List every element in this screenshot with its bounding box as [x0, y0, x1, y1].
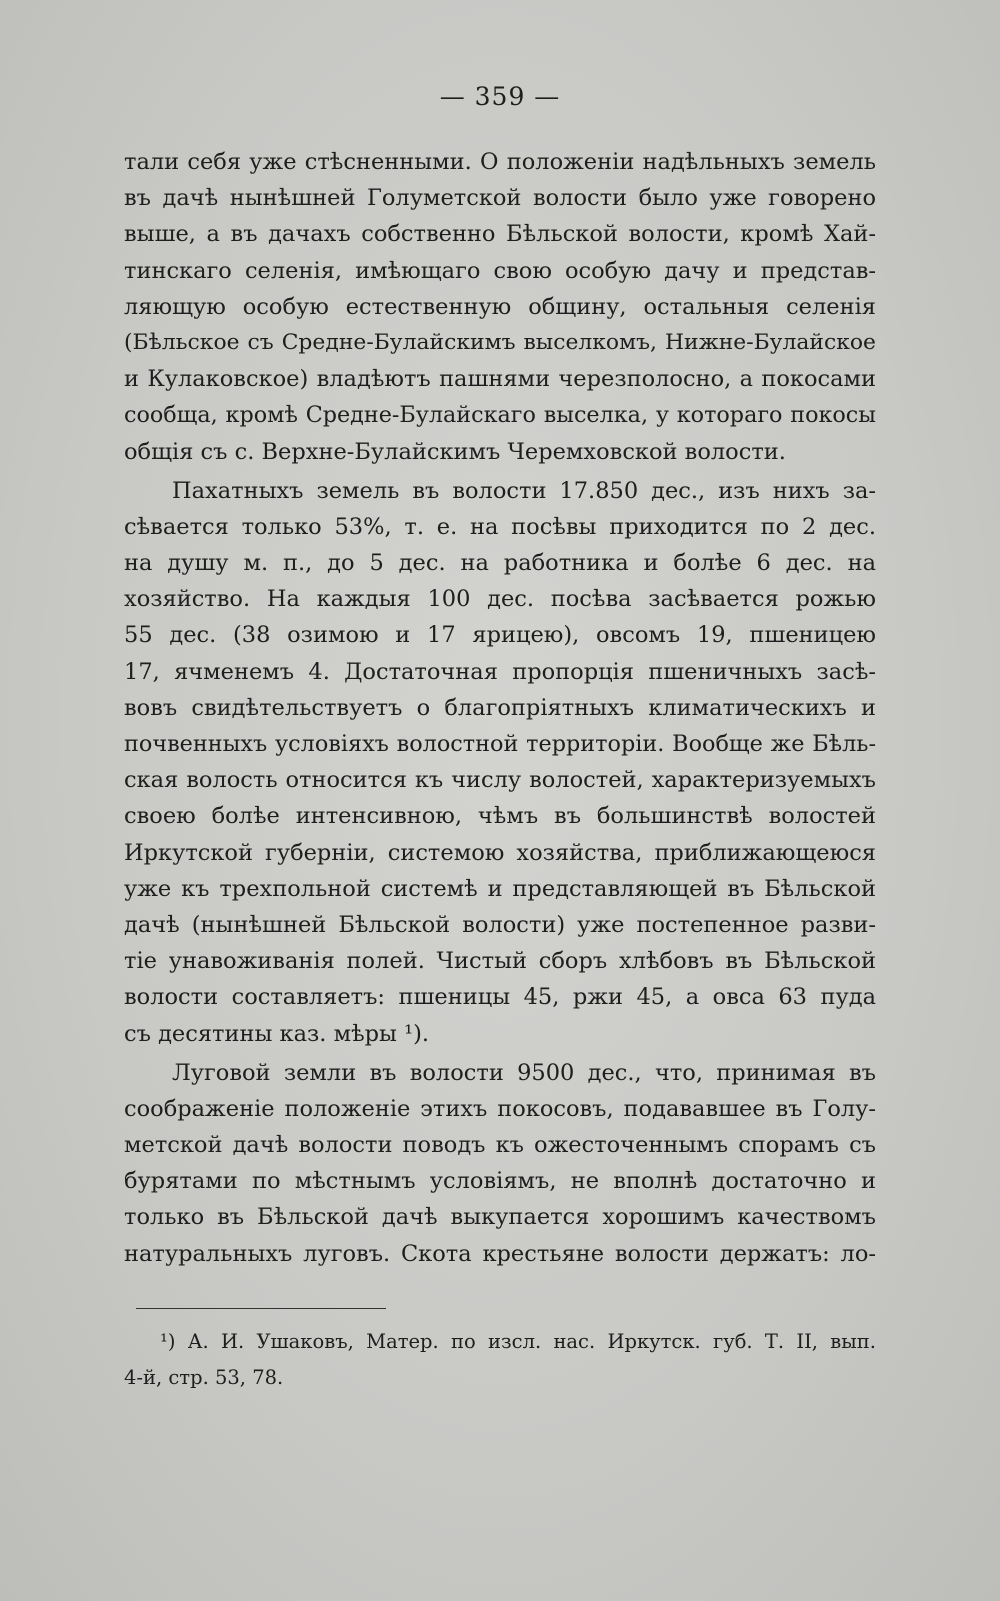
text-line: въ дачѣ нынѣшней Голуметской волости было уже говорено [124, 185, 876, 212]
footnotes [124, 1322, 876, 1394]
text-line: съ десятины каз. мѣры ¹). [124, 1020, 430, 1047]
text-line: метской дачѣ волости поводъ къ ожесточеннымъ спорамъ съ [124, 1132, 876, 1159]
text-line: тали себя уже стѣсненными. О положеніи надѣльныхъ земель [124, 149, 876, 175]
page-number: — 359 — [439, 82, 561, 111]
paragraph [124, 144, 876, 470]
text-line: и Кулаковское) владѣютъ пашнями черезполосно, а покосами [124, 366, 876, 393]
paragraph [124, 473, 876, 1052]
footnote-line: ¹) А. И. Ушаковъ, Матер. по изсл. нас. Иркутск. губ. Т. II, вып. [160, 1330, 876, 1353]
text-line: сѣвается только 53%, т. е. на посѣвы приходится по 2 дес. [124, 513, 876, 540]
text-line: (Бѣльское съ Средне-Булайскимъ выселкомъ, Нижне-Булайское [124, 329, 876, 355]
text-line: ская волость относится къ числу волостей, характеризуемыхъ [124, 767, 876, 794]
text-line: волости составляетъ: пшеницы 45, ржи 45, а овса 63 пуда [124, 984, 876, 1011]
text-line: хозяйство. На каждыя 100 дес. посѣва засѣвается рожью [124, 586, 876, 613]
text-line: почвенныхъ условіяхъ волостной территоріи. Вообще же Бѣль- [124, 731, 876, 757]
text-line: уже къ трехпольной системѣ и представляющей въ Бѣльской [124, 875, 876, 902]
text-line: дачѣ (нынѣшней Бѣльской волости) уже постепенное разви- [124, 911, 876, 938]
text-line: общія съ с. Верхне-Булайскимъ Черемховской волости. [124, 438, 786, 465]
text-line: ляющую особую естественную общину, остальныя селенія [124, 293, 876, 320]
footnote-line: 4-й, стр. 53, 78. [124, 1366, 284, 1390]
text-line: Луговой земли въ волости 9500 дес., что, принимая въ [172, 1059, 876, 1086]
text-line: сообща, кромѣ Средне-Булайскаго выселка, у котораго покосы [124, 402, 876, 429]
text-line: на душу м. п., до 5 дес. на работника и болѣе 6 дес. на [124, 550, 876, 577]
text-line: Пахатныхъ земель въ волости 17.850 дес., изъ нихъ за- [172, 477, 876, 504]
text-line: только въ Бѣльской дачѣ выкупается хорошимъ качествомъ [124, 1204, 876, 1231]
text-line: соображеніе положеніе этихъ покосовъ, подававшее въ Голу- [124, 1095, 876, 1122]
body-text [124, 144, 876, 1272]
paragraph [124, 1055, 876, 1272]
text-line: 17, ячменемъ 4. Достаточная пропорція пшеничныхъ засѣ- [124, 658, 876, 685]
text-line: 55 дес. (38 озимою и 17 ярицею), овсомъ 19, пшеницею [124, 622, 876, 649]
text-line: своею болѣе интенсивною, чѣмъ въ большинствѣ волостей [124, 803, 876, 830]
text-line: бурятами по мѣстнымъ условіямъ, не вполнѣ достаточно и [124, 1168, 876, 1195]
text-line: натуральныхъ луговъ. Скота крестьяне волости держатъ: ло- [124, 1240, 876, 1267]
footnote-divider [136, 1308, 386, 1309]
text-line: Иркутской губерніи, системою хозяйства, приближающеюся [124, 839, 876, 866]
text-line: выше, а въ дачахъ собственно Бѣльской волости, кромѣ Хай- [124, 221, 876, 248]
text-line: тинскаго селенія, имѣющаго свою особую дачу и представ- [124, 257, 876, 284]
text-line: тіе унавоживанія полей. Чистый сборъ хлѣбовъ въ Бѣльской [124, 948, 876, 975]
text-line: вовъ свидѣтельствуетъ о благопріятныхъ климатическихъ и [124, 694, 876, 721]
